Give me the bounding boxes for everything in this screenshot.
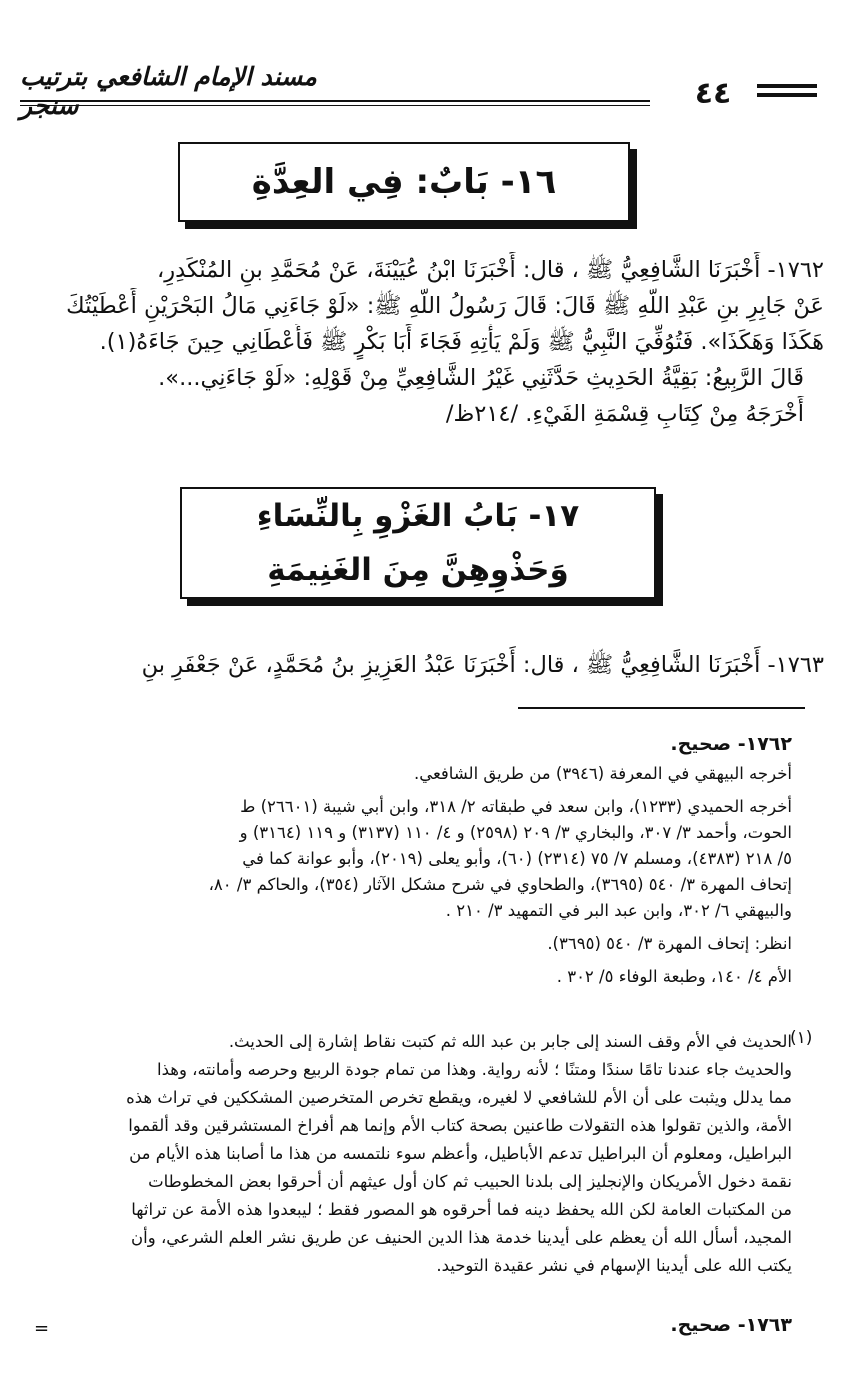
- hadith-line: هَكَذَا وَهَكَذَا». فَتُوُفِّيَ النَّبِيُّ ﷺ وَلَمْ يَأْتِهِ فَجَاءَ أَبَا بَكْرٍ ﷺ فَأَعْطَانِي حِينَ جَاءَهُ(١).: [99, 329, 824, 355]
- footnote-line: الأم ٤/ ١٤٠، وطبعة الوفاء ٥/ ٣٠٢ .: [556, 967, 792, 986]
- hadith-1762: [28, 252, 824, 432]
- footnote-line: انظر: إتحاف المهرة ٣/ ٥٤٠ (٣٦٩٥).: [547, 934, 792, 953]
- footnote-note-line: نقمة دخول الأمريكان والإنجليز إلى بلدنا الحبيب ثم كان أول عيثهم أن أحرقوا بعض المخطوطات: [148, 1172, 792, 1191]
- footnote-note-line: والحديث جاء عندنا تامًا سندًا ومتنًا ؛ لأنه رواية. وهذا من تمام جودة الربيع وحرصه وأمانته، وهذا: [157, 1060, 792, 1079]
- running-title: مسند الإمام الشافعي بترتيب سنجر: [20, 62, 317, 120]
- footnote-1763-title: ١٧٦٣- صحيح.: [670, 1314, 792, 1336]
- page-number-ornament: [757, 84, 817, 102]
- footnote-separator: [518, 707, 805, 709]
- chapter-heading-16: ١٦- بَابٌ: فِي العِدَّةِ: [178, 142, 630, 222]
- footnote-line: أخرجه الحميدي (١٢٣٣)، وابن سعد في طبقاته ٢/ ٣١٨، وابن أبي شيبة (٢٦٦٠١) ط: [240, 797, 792, 816]
- footnote-line: الحوت، وأحمد ٣/ ٣٠٧، والبخاري ٣/ ٢٠٩ (٢٥٩٨) و ٤/ ١١٠ (٣١٣٧) و ١١٩ (٣١٦٤) و: [239, 823, 792, 842]
- hadith-1763: [28, 646, 824, 684]
- footnote-note-line: يكتب الله على أيدينا الإسهام في نشر عقيدة التوحيد.: [436, 1256, 792, 1275]
- hadith-line: عَنْ جَابِرِ بنِ عَبْدِ اللَّهِ ﷺ قَالَ: قَالَ رَسُولُ اللَّهِ ﷺ: «لَوْ جَاءَنِي مَالُ البَحْرَيْنِ أَعْطَيْتُكَ: [66, 293, 824, 319]
- footnote-line: والبيهقي ٦/ ٣٠٢، وابن عبد البر في التمهيد ٣/ ٢١٠ .: [445, 901, 792, 920]
- footnote-line: أخرجه البيهقي في المعرفة (٣٩٤٦) من طريق الشافعي.: [413, 764, 792, 783]
- footnote-marker: (١): [790, 1028, 813, 1048]
- footnote-note-line: المجيد، أسأل الله أن يعظم على أيدينا خدمة هذا الدين الحنيف عن طريق نشر العلم الشرعي، وأن: [131, 1228, 792, 1247]
- hadith-line: قَالَ الرَّبِيعُ: بَقِيَّةُ الحَدِيثِ حَدَّثَنِي غَيْرُ الشَّافِعِيِّ مِنْ قَوْلِهِ: «لَوْ جَاءَنِي...».: [158, 365, 804, 391]
- footnote-note-line: من المكتبات العامة لكن الله يحفظ دينه فما أحرقوه هو المصور فقط ؛ ليبعدوا هذه الأمة عن تراثها: [131, 1200, 792, 1219]
- hadith-line: ١٧٦٣- أَخْبَرَنَا الشَّافِعِيُّ ﷺ ، قال: أَخْبَرَنَا عَبْدُ العَزِيزِ بنُ مُحَمَّدٍ، عَنْ جَعْفَرِ بنِ: [141, 652, 824, 678]
- footnote-line: ٥/ ٢١٨ (٤٣٨٣)، ومسلم ٧/ ٧٥ (٢٣١٤) (٦٠)، وأبو يعلى (٢٠١٩)، وأبو عوانة كما في: [242, 849, 792, 868]
- footnote-note-line: الحديث في الأم وقف السند إلى جابر بن عبد الله ثم كتبت نقاط إشارة إلى الحديث.: [228, 1032, 792, 1051]
- hadith-line: أَخْرَجَهُ مِنْ كِتَابِ قِسْمَةِ الفَيْءِ. /٢١٤ظ/: [445, 401, 804, 427]
- footnote-line: إتحاف المهرة ٣/ ٥٤٠ (٣٦٩٥)، والطحاوي في شرح مشكل الآثار (٣٥٤)، والحاكم ٣/ ٨٠،: [208, 875, 792, 894]
- header-rule: [20, 100, 650, 102]
- chapter-heading-17: ١٧- بَابُ الغَزْوِ بِالنِّسَاءِ وَحَذْوِهِنَّ مِنَ الغَنِيمَةِ: [180, 487, 656, 599]
- footnote-note: [30, 1028, 792, 1280]
- footnote-note-line: مما يدلل ويثبت على أن الأم للشافعي لا لغيره، ويقطع تخرص المتخرصين المشككين في تراث هذه: [126, 1088, 792, 1107]
- continuation-mark: =: [34, 1318, 50, 1339]
- footnote-note-line: الأمة، والذين تقولوا هذه التقولات طاعنين بصحة كتاب الأم وإنما هم أفراخ المستشرقين وقد ألقموا: [128, 1116, 792, 1135]
- footnote-title: ١٧٦٢- صحيح.: [670, 733, 792, 755]
- header-rule-thin: [20, 105, 650, 106]
- footnote-note-line: البراطيل، ومعلوم أن البراطيل تدعم الأباطيل، وأعظم سوء نلتمسه من هذا ما أصابنا هذه الأيام من: [129, 1144, 792, 1163]
- page-number: ٤٤: [694, 76, 732, 111]
- footnote-1762: [30, 728, 792, 990]
- hadith-line: ١٧٦٢- أَخْبَرَنَا الشَّافِعِيُّ ﷺ ، قال: أَخْبَرَنَا ابْنُ عُيَيْنَةَ، عَنْ مُحَمَّدِ بنِ المُنْكَدِرِ،: [157, 257, 824, 283]
